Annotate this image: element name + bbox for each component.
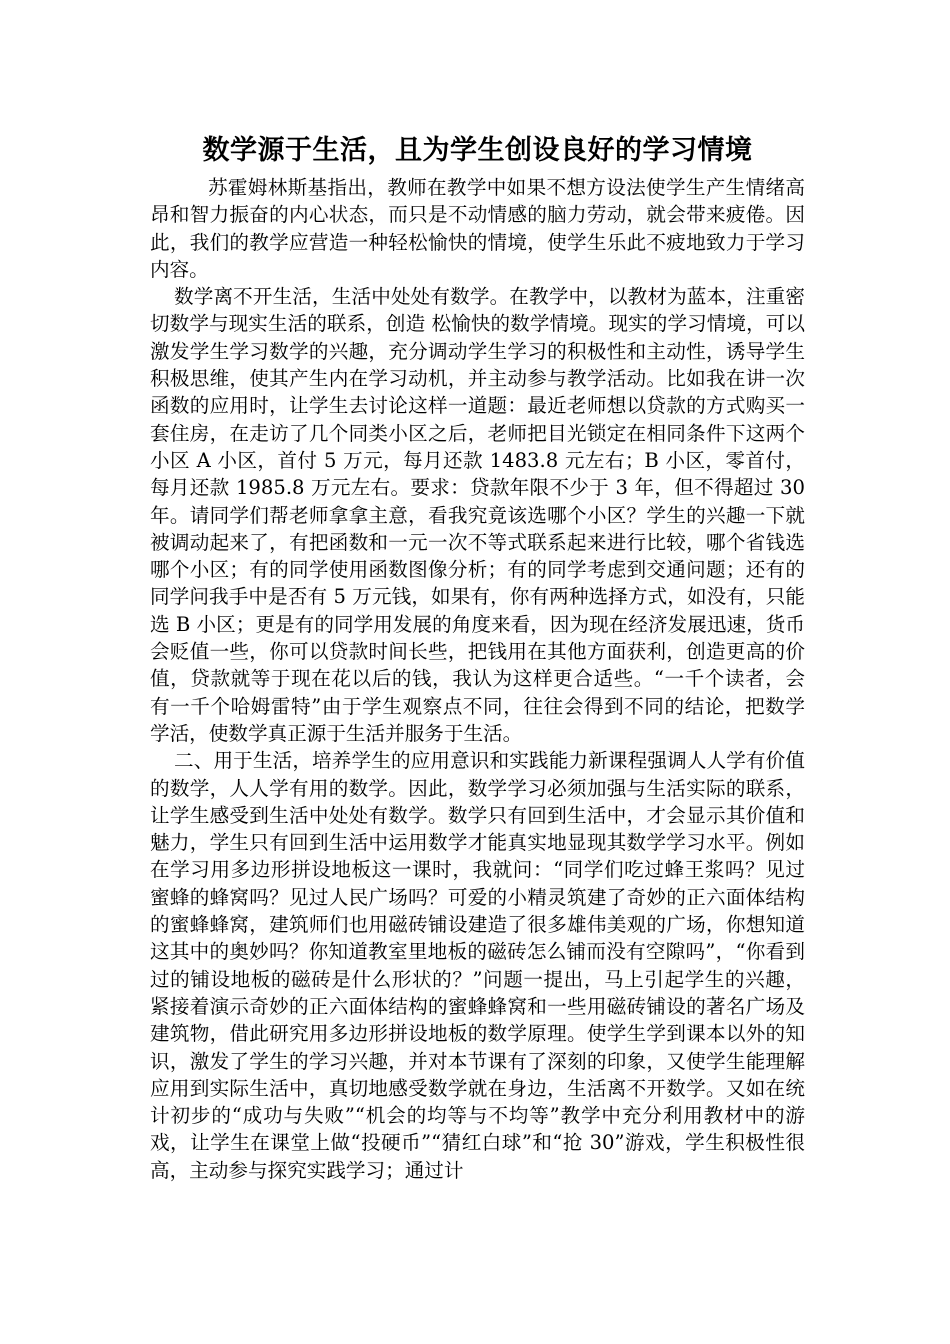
paragraph-application: 二、用于生活，培养学生的应用意识和实践能力新课程强调人人学有价值的数学，人人学有用的数学。因此，数学学习必须加强与生活实际的联系，让学生感受到生活中处处有数学。数学只有回到生活中，才会显示其价值和魅力，学生只有回到生活中运用数学才能真实地显现其数学学习水平。例如在学习用多边形拼设地板这一课时，我就问：“同学们吃过蜂王浆吗？见过蜜蜂的蜂窝吗？见过人民广场吗？可爱的小精灵筑建了奇妙的正六面体结构的蜜蜂蜂窝，建筑师们也用磁砖铺设建造了很多雄伟美观的广场，你想知道这其中的奥妙吗？你知道教室里地板的磁砖怎么铺而没有空隙吗”，“你看到过的铺设地板的磁砖是什么形状的？”问题一提出，马上引起学生的兴趣，紧接着演示奇妙的正六面体结构的蜜蜂蜂窝和一些用磁砖铺设的著名广场及建筑物，借此研究用多边形拼设地板的数学原理。使学生学到课本以外的知识，激发了学生的学习兴趣，并对本节课有了深刻的印象，又使学生能理解应用到实际生活中，真切地感受数学就在身边，生活离不开数学。又如在统计初步的“成功与失败”“机会的均等与不均等”教学中充分利用教材中的游戏，让学生在课堂上做“投硬币”“猜红白球”和“抢 30”游戏，学生积极性很高，主动参与探究实践学习；通过计	[150, 749, 805, 1182]
paragraph-life-math: 数学离不开生活，生活中处处有数学。在教学中，以教材为蓝本，注重密切数学与现实生活的联系，创造 松愉快的数学情境。现实的学习情境，可以激发学生学习数学的兴趣，充分调动学生学习的积极性和主动性，诱导学生积极思维，使其产生内在学习动机，并主动参与教学活动。比如我在讲一次函数的应用时，让学生去讨论这样一道题：最近老师想以贷款的方式购买一套住房，在走访了几个同类小区之后，老师把目光锁定在相同条件下这两个小区 A 小区，首付 5 万元，每月还款 1483.8 元左右；B 小区，零首付，每月还款 1985.8 万元左右。要求：贷款年限不少于 3 年，但不得超过 30 年。请同学们帮老师拿拿主意，看我究竟该选哪个小区？学生的兴趣一下就被调动起来了，有把函数和一元一次不等式联系起来进行比较，哪个省钱选哪个小区；有的同学使用函数图像分析；有的同学考虑到交通问题；还有的同学问我手中是否有 5 万元钱，如果有，你有两种选择方式，如没有，只能选 B 小区；更是有的同学用发展的角度来看，因为现在经济发展迅速，货币会贬值一些，你可以贷款时间长些，把钱用在其他方面获利，创造更高的价值，贷款就等于现在花以后的钱，我认为这样更合适些。“一千个读者，会有一千个哈姆雷特”由于学生观察点不同，往往会得到不同的结论，把数学学活，使数学真正源于生活并服务于生活。	[150, 285, 805, 745]
document-page	[150, 132, 805, 1184]
paragraph-intro: 苏霍姆林斯基指出，教师在教学中如果不想方设法使学生产生情绪高昂和智力振奋的内心状态，而只是不动情感的脑力劳动，就会带来疲倦。因此，我们的教学应营造一种轻松愉快的情境，使学生乐此不疲地致力于学习内容。	[150, 176, 805, 281]
document-title: 数学源于生活，且为学生创设良好的学习情境	[202, 135, 753, 166]
